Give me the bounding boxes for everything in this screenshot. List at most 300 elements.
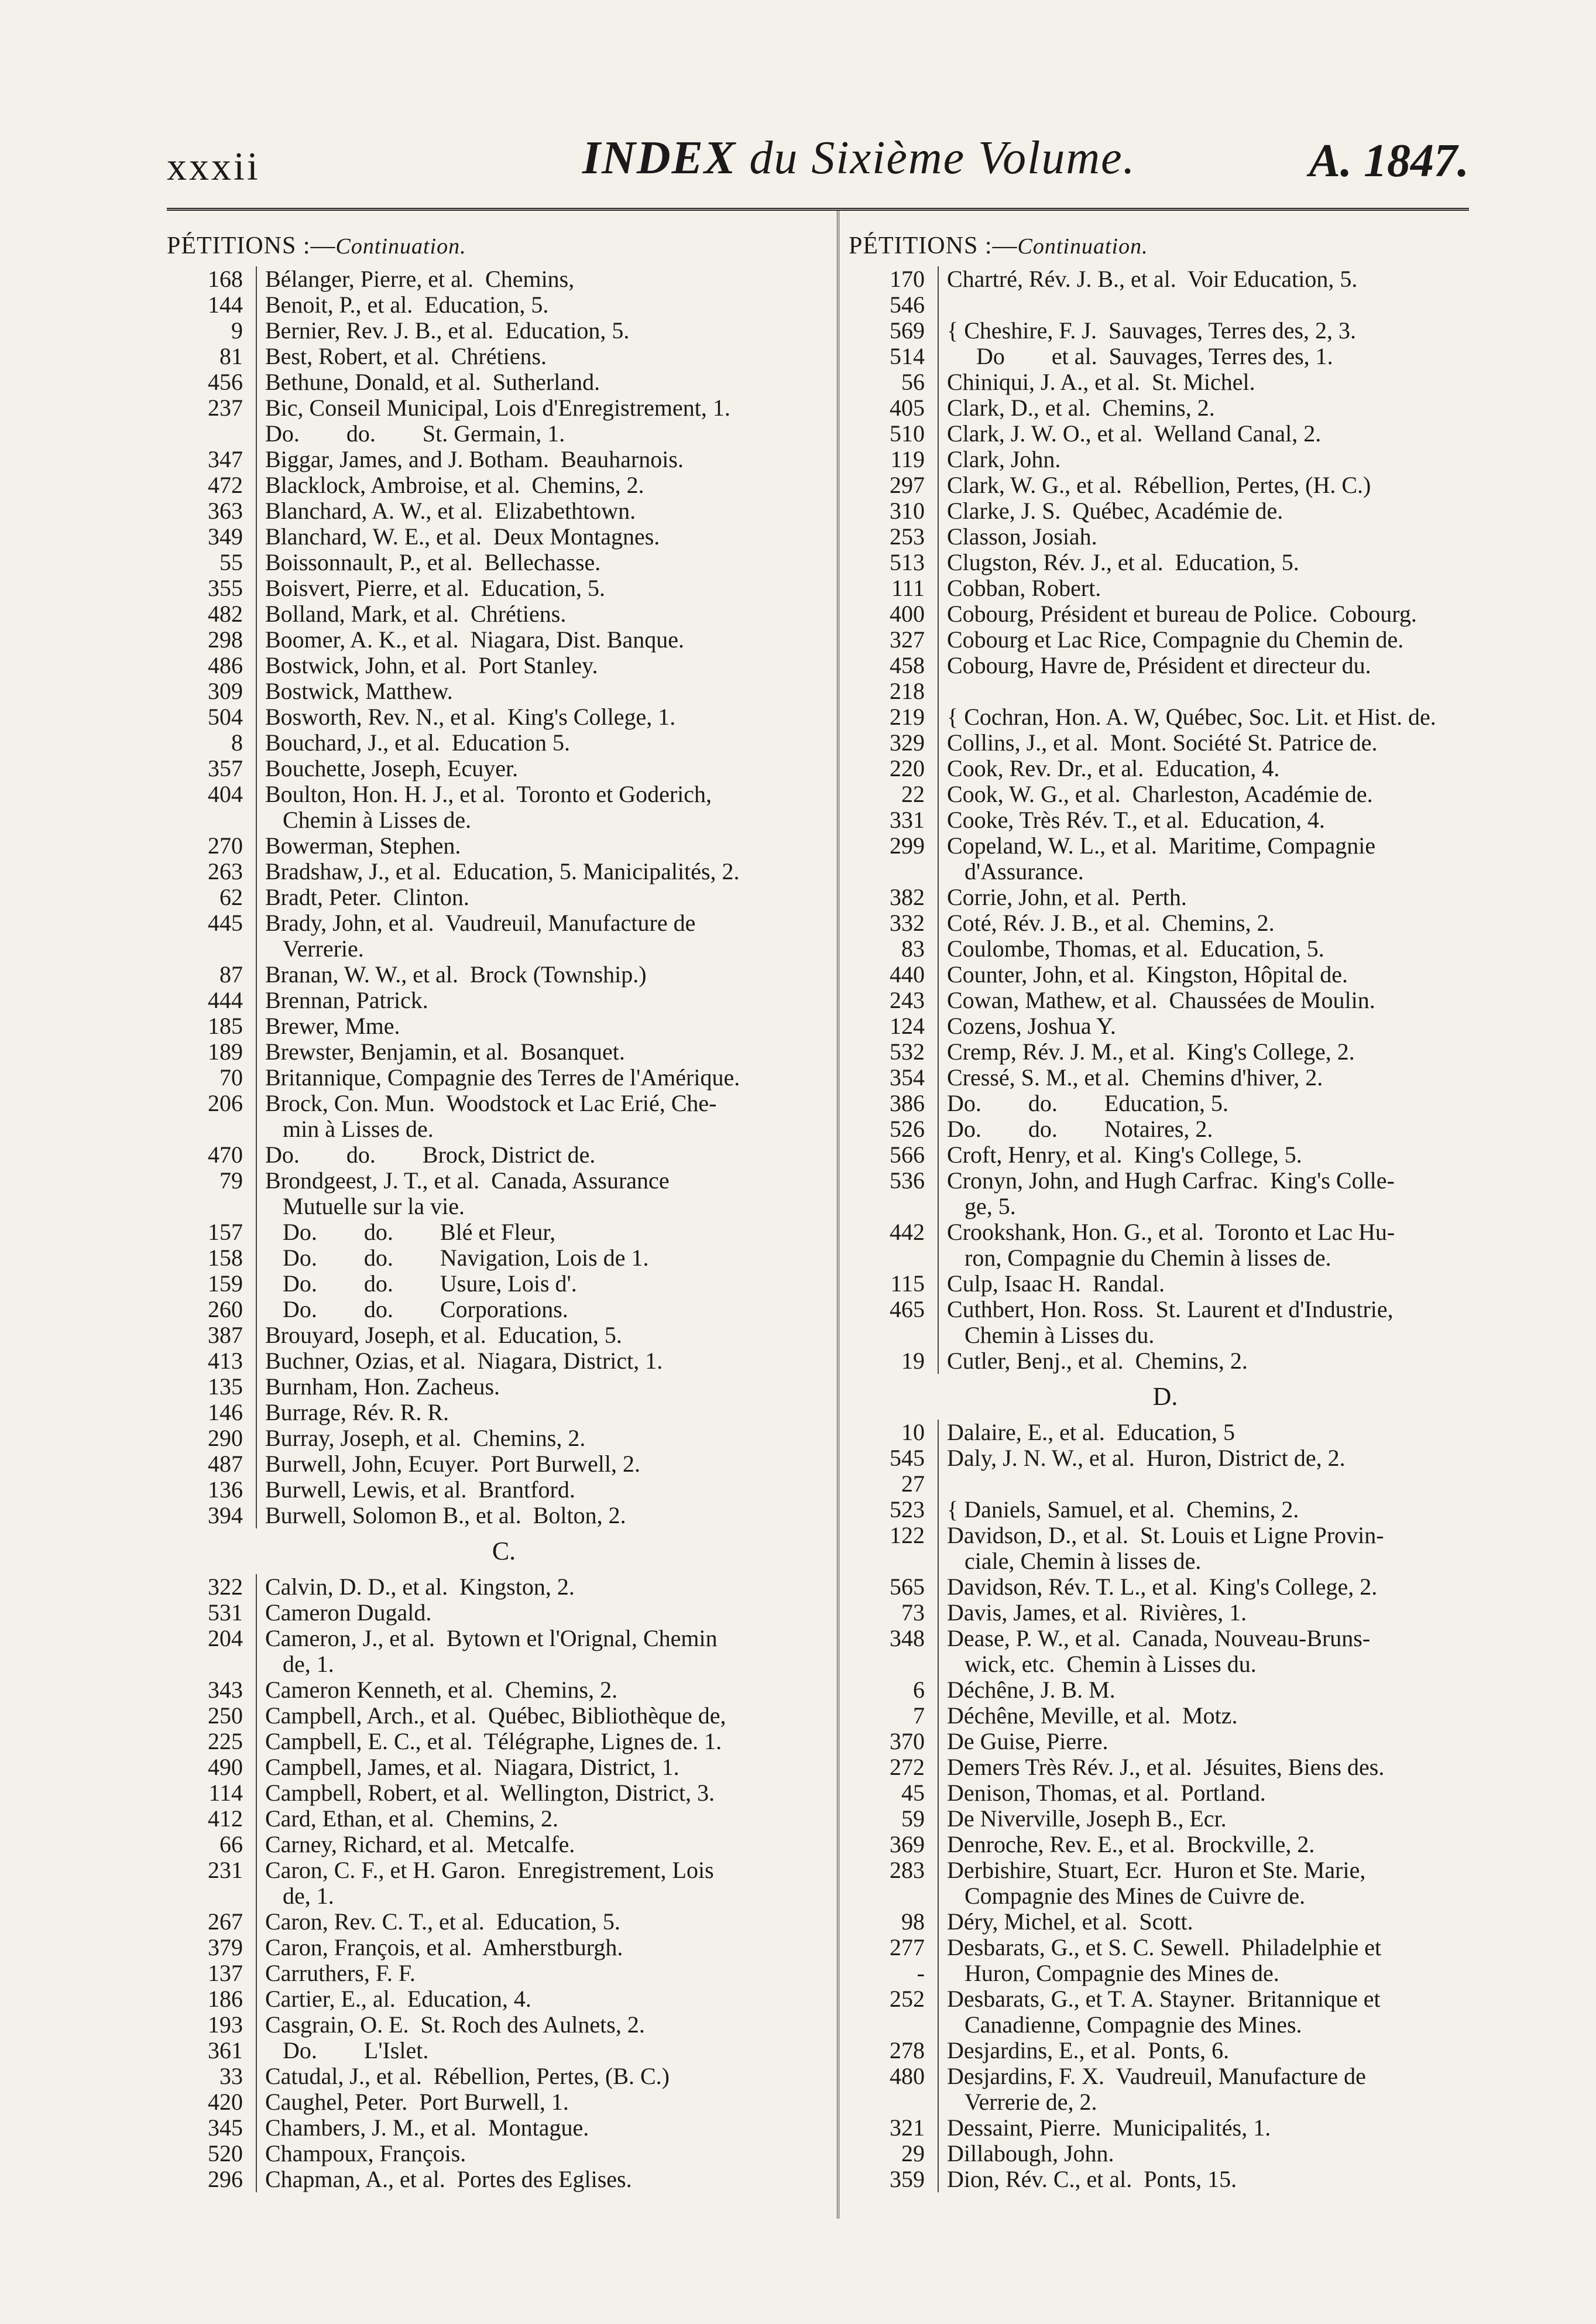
entry-number: 137	[167, 1960, 257, 1986]
entry-text: Bosworth, Rev. N., et al. King's College, 1.	[265, 704, 676, 730]
entry-number: 237	[167, 395, 257, 421]
index-entry	[167, 395, 828, 421]
index-entry	[849, 318, 1469, 344]
index-entry	[167, 447, 828, 472]
index-entry	[849, 885, 1469, 910]
index-entry	[167, 1013, 828, 1039]
entry-number: 270	[167, 833, 257, 859]
entry-text: Brennan, Patrick.	[265, 988, 428, 1013]
entry-number	[167, 1116, 257, 1142]
entry-number: 70	[167, 1065, 257, 1091]
entry-number: 566	[849, 1142, 939, 1168]
index-entry	[849, 1960, 1469, 1986]
entry-text: Burrage, Rév. R. R.	[265, 1400, 449, 1425]
entry-text: Daly, J. N. W., et al. Huron, District de, 2.	[947, 1445, 1346, 1471]
entry-text: Catudal, J., et al. Rébellion, Pertes, (B. C.)	[265, 2064, 670, 2089]
entry-text: Burwell, Solomon B., et al. Bolton, 2.	[265, 1503, 626, 1528]
index-entry	[849, 1471, 1469, 1497]
entry-number: 8	[167, 730, 257, 756]
entry-number: 66	[167, 1832, 257, 1857]
entry-text: Bostwick, Matthew.	[265, 678, 453, 704]
index-entry	[849, 730, 1469, 756]
entry-text: Déry, Michel, et al. Scott.	[947, 1909, 1193, 1935]
heading-continuation: Continuation.	[1017, 234, 1148, 259]
index-entry	[167, 1297, 828, 1322]
index-entry	[167, 1116, 828, 1142]
index-entry	[167, 369, 828, 395]
index-entry	[849, 1574, 1469, 1600]
entry-text: Best, Robert, et al. Chrétiens.	[265, 344, 547, 369]
entry-text: Bélanger, Pierre, et al. Chemins,	[265, 266, 575, 292]
entry-text: Culp, Isaac H. Randal.	[947, 1271, 1165, 1297]
entry-number: 135	[167, 1374, 257, 1400]
heading-label: PÉTITIONS :—	[167, 232, 336, 259]
index-entry	[167, 1960, 828, 1986]
entry-number: 480	[849, 2064, 939, 2089]
index-entry	[849, 1271, 1469, 1297]
entry-number: 523	[849, 1497, 939, 1523]
index-entry	[849, 859, 1469, 885]
entry-number: 526	[849, 1116, 939, 1142]
index-entry	[167, 1168, 828, 1194]
entry-text: Déchêne, J. B. M.	[947, 1677, 1116, 1703]
entry-number: 283	[849, 1857, 939, 1883]
entry-text: Clark, J. W. O., et al. Welland Canal, 2.	[947, 421, 1322, 447]
entry-number: 472	[167, 472, 257, 498]
entry-number: 19	[849, 1348, 939, 1374]
entry-number: 206	[167, 1091, 257, 1116]
left-column-heading	[167, 225, 828, 266]
entry-text: Huron, Compagnie des Mines de.	[947, 1960, 1279, 1986]
entry-text: Blanchard, A. W., et al. Elizabethtown.	[265, 498, 636, 524]
index-entry	[167, 1626, 828, 1651]
index-entry	[849, 1142, 1469, 1168]
entry-number: 170	[849, 266, 939, 292]
entry-text: ron, Compagnie du Chemin à lisses de.	[947, 1245, 1331, 1271]
index-entry	[167, 756, 828, 781]
entry-text: Cooke, Très Rév. T., et al. Education, 4.	[947, 807, 1325, 833]
index-entry	[849, 1497, 1469, 1523]
entry-number: 185	[167, 1013, 257, 1039]
entry-text: { Cochran, Hon. A. W, Québec, Soc. Lit. et Hist. de.	[947, 704, 1436, 730]
entry-number: 513	[849, 550, 939, 575]
entry-number: 243	[849, 988, 939, 1013]
index-entry	[167, 807, 828, 833]
index-entry	[849, 807, 1469, 833]
entry-number: 420	[167, 2089, 257, 2115]
entry-number: 27	[849, 1471, 939, 1497]
entry-text: Blanchard, W. E., et al. Deux Montagnes.	[265, 524, 660, 550]
index-entry	[849, 1780, 1469, 1806]
entry-number: 545	[849, 1445, 939, 1471]
index-entry	[849, 936, 1469, 962]
entry-text: wick, etc. Chemin à Lisses du.	[947, 1651, 1257, 1677]
index-entry	[849, 1832, 1469, 1857]
index-entry	[167, 1883, 828, 1909]
index-entry	[167, 1574, 828, 1600]
entry-text: Cobourg, Président et bureau de Police. Cobourg.	[947, 601, 1417, 627]
entry-number: 33	[167, 2064, 257, 2089]
index-entry	[849, 575, 1469, 601]
entry-text: Denison, Thomas, et al. Portland.	[947, 1780, 1266, 1806]
entry-text: Boulton, Hon. H. J., et al. Toronto et Goderich,	[265, 781, 712, 807]
index-entry	[849, 1194, 1469, 1219]
entry-text: Desjardins, E., et al. Ponts, 6.	[947, 2038, 1230, 2064]
index-entry	[849, 1219, 1469, 1245]
entry-number: 343	[167, 1677, 257, 1703]
entry-number: 277	[849, 1935, 939, 1960]
entry-text: Cameron Dugald.	[265, 1600, 432, 1626]
entry-number: 59	[849, 1806, 939, 1832]
entry-number: 361	[167, 2038, 257, 2064]
index-entry	[167, 859, 828, 885]
entry-number: 299	[849, 833, 939, 859]
entry-text: Cameron, J., et al. Bytown et l'Orignal, Chemin	[265, 1626, 718, 1651]
entry-number: 204	[167, 1626, 257, 1651]
index-entry	[167, 2064, 828, 2089]
entry-number: 310	[849, 498, 939, 524]
entry-text: Cuthbert, Hon. Ross. St. Laurent et d'Industrie,	[947, 1297, 1394, 1322]
entry-number: 458	[849, 653, 939, 678]
index-entry	[849, 1168, 1469, 1194]
index-entry	[167, 653, 828, 678]
entry-number: 45	[849, 1780, 939, 1806]
entry-number: 9	[167, 318, 257, 344]
entry-text: Do et al. Sauvages, Terres des, 1.	[947, 344, 1333, 369]
index-entry	[849, 2012, 1469, 2038]
entry-text: Caughel, Peter. Port Burwell, 1.	[265, 2089, 569, 2115]
entry-number: 297	[849, 472, 939, 498]
right-column-heading	[849, 225, 1469, 266]
entry-text: Counter, John, et al. Kingston, Hôpital de.	[947, 962, 1348, 988]
heading-continuation: Continuation.	[335, 234, 466, 259]
entry-number	[167, 807, 257, 833]
entry-number: 347	[167, 447, 257, 472]
index-entry	[849, 1806, 1469, 1832]
index-entry	[167, 1806, 828, 1832]
entry-number: 387	[167, 1322, 257, 1348]
entry-number: 470	[167, 1142, 257, 1168]
entry-text: Desjardins, F. X. Vaudreuil, Manufacture de	[947, 2064, 1366, 2089]
entry-number: 332	[849, 910, 939, 936]
entry-number: 124	[849, 1013, 939, 1039]
entry-number: 532	[849, 1039, 939, 1065]
entry-text: Denroche, Rev. E., et al. Brockville, 2.	[947, 1832, 1315, 1857]
entry-number: 83	[849, 936, 939, 962]
entry-text: Branan, W. W., et al. Brock (Township.)	[265, 962, 647, 988]
page-header	[167, 132, 1469, 202]
entry-number: 144	[167, 292, 257, 318]
entry-number: 252	[849, 1986, 939, 2012]
entry-text: Campbell, Arch., et al. Québec, Bibliothèque de,	[265, 1703, 726, 1729]
index-entry	[849, 395, 1469, 421]
index-entry	[849, 447, 1469, 472]
index-entry	[167, 550, 828, 575]
entry-number: 490	[167, 1754, 257, 1780]
entry-number: 413	[167, 1348, 257, 1374]
entry-number: 193	[167, 2012, 257, 2038]
entry-number: 482	[167, 601, 257, 627]
entry-number	[167, 421, 257, 447]
entry-text: Davis, James, et al. Rivières, 1.	[947, 1600, 1247, 1626]
entry-number	[849, 1245, 939, 1271]
entry-text: Cremp, Rév. J. M., et al. King's College, 2.	[947, 1039, 1355, 1065]
entry-text: Bethune, Donald, et al. Sutherland.	[265, 369, 600, 395]
entry-number: 412	[167, 1806, 257, 1832]
entry-number: 263	[167, 859, 257, 885]
entry-text: Campbell, James, et al. Niagara, District, 1.	[265, 1754, 679, 1780]
entry-number: 531	[167, 1600, 257, 1626]
index-entry	[849, 498, 1469, 524]
entry-number: 114	[167, 1780, 257, 1806]
entry-number: 159	[167, 1271, 257, 1297]
header-rule	[167, 208, 1469, 211]
entry-number: 404	[167, 781, 257, 807]
entry-number: 309	[167, 678, 257, 704]
entry-number: 62	[167, 885, 257, 910]
index-entry	[167, 730, 828, 756]
entry-number: 510	[849, 421, 939, 447]
page-title-main: INDEX	[582, 132, 737, 184]
entry-text: Blacklock, Ambroise, et al. Chemins, 2.	[265, 472, 644, 498]
entry-number: 189	[167, 1039, 257, 1065]
index-entry	[849, 601, 1469, 627]
entry-number: 119	[849, 447, 939, 472]
entry-text: Dease, P. W., et al. Canada, Nouveau-Bruns-	[947, 1626, 1371, 1651]
entry-text: de, 1.	[265, 1883, 334, 1909]
entry-text: Clugston, Rév. J., et al. Education, 5.	[947, 550, 1299, 575]
entry-text: Cook, Rev. Dr., et al. Education, 4.	[947, 756, 1280, 781]
entry-number: 290	[167, 1425, 257, 1451]
index-entry	[167, 575, 828, 601]
index-entry	[167, 1651, 828, 1677]
index-entry	[849, 833, 1469, 859]
index-entry	[849, 1420, 1469, 1445]
entry-text: De Niverville, Joseph B., Ecr.	[947, 1806, 1227, 1832]
entry-number: 278	[849, 2038, 939, 2064]
entry-number: 225	[167, 1729, 257, 1754]
entry-number: 298	[167, 627, 257, 653]
entry-number: 445	[167, 910, 257, 936]
index-entry	[849, 266, 1469, 292]
entry-text: Burray, Joseph, et al. Chemins, 2.	[265, 1425, 586, 1451]
entry-text: Classon, Josiah.	[947, 524, 1097, 550]
index-entry	[849, 1065, 1469, 1091]
entry-text: Buchner, Ozias, et al. Niagara, District, 1.	[265, 1348, 663, 1374]
index-entry	[849, 1445, 1469, 1471]
index-entry	[849, 1600, 1469, 1626]
entry-number: 359	[849, 2167, 939, 2192]
entry-text: Bolland, Mark, et al. Chrétiens.	[265, 601, 567, 627]
entry-text: C.	[492, 1537, 516, 1565]
index-entry	[849, 550, 1469, 575]
entry-text: d'Assurance.	[947, 859, 1084, 885]
entry-text: Chapman, A., et al. Portes des Eglises.	[265, 2167, 632, 2192]
entry-number: 329	[849, 730, 939, 756]
entry-number	[849, 1883, 939, 1909]
page-number: xxxii	[167, 144, 260, 188]
entry-text: Benoit, P., et al. Education, 5.	[265, 292, 549, 318]
index-entry	[167, 1754, 828, 1780]
entry-text: Boissonnault, P., et al. Bellechasse.	[265, 550, 601, 575]
index-entry	[167, 601, 828, 627]
entry-number: 146	[167, 1400, 257, 1425]
entry-text: Verrerie de, 2.	[947, 2089, 1097, 2115]
entry-text: Cronyn, John, and Hugh Carfrac. King's Colle-	[947, 1168, 1395, 1194]
entry-text: Brewster, Benjamin, et al. Bosanquet.	[265, 1039, 625, 1065]
entry-text: Compagnie des Mines de Cuivre de.	[947, 1883, 1306, 1909]
entry-text: Brewer, Mme.	[265, 1013, 400, 1039]
entry-text: Dessaint, Pierre. Municipalités, 1.	[947, 2115, 1271, 2141]
index-entry	[167, 524, 828, 550]
index-entry	[167, 498, 828, 524]
index-entry	[849, 704, 1469, 730]
index-entry	[849, 2038, 1469, 2064]
index-entry	[849, 1883, 1469, 1909]
index-entry	[167, 344, 828, 369]
entry-text: Desbarats, G., et S. C. Sewell. Philadelphie et	[947, 1935, 1382, 1960]
index-entry	[849, 1348, 1469, 1374]
page-title-sub: du Sixième Volume.	[749, 132, 1136, 184]
entry-text: min à Lisses de.	[265, 1116, 434, 1142]
index-entry	[167, 472, 828, 498]
entry-text: Crookshank, Hon. G., et al. Toronto et Lac Hu-	[947, 1219, 1395, 1245]
entry-number: 504	[167, 704, 257, 730]
index-entry	[849, 369, 1469, 395]
entry-number: 10	[849, 1420, 939, 1445]
index-entry	[167, 1600, 828, 1626]
entry-text: Coté, Rév. J. B., et al. Chemins, 2.	[947, 910, 1275, 936]
left-column	[167, 225, 828, 2192]
index-entry	[849, 292, 1469, 318]
index-entry	[849, 1245, 1469, 1271]
entry-text: Bernier, Rev. J. B., et al. Education, 5.	[265, 318, 630, 344]
index-entry	[167, 1729, 828, 1754]
index-entry	[167, 1986, 828, 2012]
entry-number	[167, 1651, 257, 1677]
entry-text: Carney, Richard, et al. Metcalfe.	[265, 1832, 575, 1857]
index-entry	[167, 1219, 828, 1245]
entry-text: Cobourg et Lac Rice, Compagnie du Chemin de.	[947, 627, 1404, 653]
index-entry	[849, 653, 1469, 678]
index-entry	[167, 1194, 828, 1219]
entry-text: Bradt, Peter. Clinton.	[265, 885, 469, 910]
entry-text: Croft, Henry, et al. King's College, 5.	[947, 1142, 1302, 1168]
entry-text: Corrie, John, et al. Perth.	[947, 885, 1187, 910]
index-entry	[167, 704, 828, 730]
entry-text: Cozens, Joshua Y.	[947, 1013, 1116, 1039]
entry-number	[849, 1322, 939, 1348]
entry-text: Canadienne, Compagnie des Mines.	[947, 2012, 1302, 2038]
entry-number: 355	[167, 575, 257, 601]
index-entry	[849, 1548, 1469, 1574]
entry-number: 349	[167, 524, 257, 550]
index-entry	[849, 678, 1469, 704]
entry-number: 219	[849, 704, 939, 730]
index-entry	[167, 885, 828, 910]
entry-number: 186	[167, 1986, 257, 2012]
index-entry	[167, 2038, 828, 2064]
entry-number: 444	[167, 988, 257, 1013]
entry-text: Copeland, W. L., et al. Maritime, Compagnie	[947, 833, 1376, 859]
entry-text: Britannique, Compagnie des Terres de l'Amérique.	[265, 1065, 740, 1091]
entry-text: { Daniels, Samuel, et al. Chemins, 2.	[947, 1497, 1299, 1523]
entry-text: Casgrain, O. E. St. Roch des Aulnets, 2.	[265, 2012, 645, 2038]
entry-text: Do. do. Corporations.	[265, 1297, 568, 1322]
entry-text: Card, Ethan, et al. Chemins, 2.	[265, 1806, 559, 1832]
entry-number: 354	[849, 1065, 939, 1091]
entry-number: 569	[849, 318, 939, 344]
index-entry	[167, 1780, 828, 1806]
index-entry	[167, 781, 828, 807]
entry-number: 220	[849, 756, 939, 781]
entry-number: 218	[849, 678, 939, 704]
index-entry	[849, 1651, 1469, 1677]
entry-number: 363	[167, 498, 257, 524]
heading-label: PÉTITIONS :—	[849, 232, 1018, 259]
index-entry	[849, 1754, 1469, 1780]
entry-text: Champoux, François.	[265, 2141, 466, 2167]
entry-number: 253	[849, 524, 939, 550]
index-entry	[849, 524, 1469, 550]
index-entry	[167, 1065, 828, 1091]
index-entry	[167, 2141, 828, 2167]
entry-number: 487	[167, 1451, 257, 1477]
entry-text: Caron, François, et al. Amherstburgh.	[265, 1935, 623, 1960]
entry-text: Cutler, Benj., et al. Chemins, 2.	[947, 1348, 1248, 1374]
index-entry	[167, 1503, 828, 1528]
index-entry	[167, 1832, 828, 1857]
entry-text: Do. do. Brock, District de.	[265, 1142, 596, 1168]
entry-text: ge, 5.	[947, 1194, 1016, 1219]
index-entry	[849, 1677, 1469, 1703]
index-entry	[849, 1857, 1469, 1883]
entry-text: Cameron Kenneth, et al. Chemins, 2.	[265, 1677, 618, 1703]
index-entry	[167, 1400, 828, 1425]
entry-text: Clark, W. G., et al. Rébellion, Pertes, (H. C.)	[947, 472, 1371, 498]
entry-text: Clark, D., et al. Chemins, 2.	[947, 395, 1215, 421]
index-entry	[167, 2089, 828, 2115]
entry-text: Chartré, Rév. J. B., et al. Voir Education, 5.	[947, 266, 1358, 292]
entry-number: 55	[167, 550, 257, 575]
entry-number: 22	[849, 781, 939, 807]
entry-text: Coulombe, Thomas, et al. Education, 5.	[947, 936, 1324, 962]
index-entry	[167, 936, 828, 962]
entry-text: Verrerie.	[265, 936, 364, 962]
entry-number: 546	[849, 292, 939, 318]
index-entry	[167, 318, 828, 344]
entry-number: 158	[167, 1245, 257, 1271]
index-entry	[167, 1322, 828, 1348]
entry-number: 267	[167, 1909, 257, 1935]
entry-text: Davidson, D., et al. St. Louis et Ligne Provin-	[947, 1523, 1384, 1548]
entry-text: Burnham, Hon. Zacheus.	[265, 1374, 500, 1400]
entry-number: 456	[167, 369, 257, 395]
entry-text: Cobban, Robert.	[947, 575, 1101, 601]
entry-number	[167, 1194, 257, 1219]
entry-text: Campbell, Robert, et al. Wellington, District, 3.	[265, 1780, 715, 1806]
index-entry	[849, 1297, 1469, 1322]
entry-text: Dalaire, E., et al. Education, 5	[947, 1420, 1235, 1445]
entry-text: Cressé, S. M., et al. Chemins d'hiver, 2.	[947, 1065, 1323, 1091]
entry-number: 327	[849, 627, 939, 653]
index-entry	[167, 1039, 828, 1065]
entry-text: Chemin à Lisses du.	[947, 1322, 1155, 1348]
entry-number	[849, 1651, 939, 1677]
entry-text: Chemin à Lisses de.	[265, 807, 472, 833]
entry-text: Cowan, Mathew, et al. Chaussées de Moulin.	[947, 988, 1375, 1013]
entry-text: { Cheshire, F. J. Sauvages, Terres des, 2, 3.	[947, 318, 1357, 344]
